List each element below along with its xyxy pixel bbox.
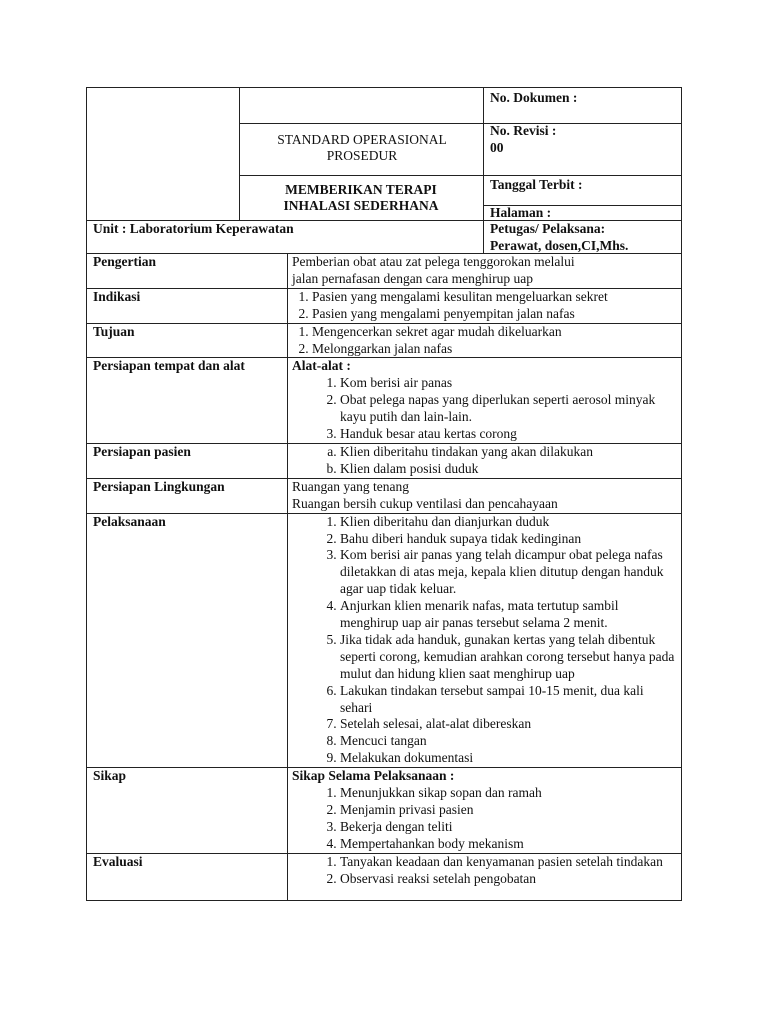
alat-heading: Alat-alat : [292,358,351,374]
pengertian-content [288,254,682,289]
list-item: 4. Mempertahankan body mekanism [340,836,677,853]
list-item: 2. Observasi reaksi setelah pengobatan [340,871,677,888]
indikasi-label: Indikasi [87,288,288,323]
list-item: 5. Jika tidak ada handuk, gunakan kertas yang telah dibentuk seperti corong, kemudian arahkan corong tersebut hanya pada mulut dan hidung klien saat menghirup uap [340,632,677,683]
list-item: 2. Melonggarkan jalan nafas [312,341,677,358]
no-revisi-label: No. Revisi : [490,123,557,138]
sop-document [86,87,682,901]
no-dokumen-label: No. Dokumen : [490,90,578,105]
tujuan-content [288,323,682,358]
persiapan-alat-label: Persiapan tempat dan alat [87,358,288,444]
sikap-heading: Sikap Selama Pelaksanaan : [292,768,455,784]
list-item: 2. Menjamin privasi pasien [340,802,677,819]
list-item: 1. Mengencerkan sekret agar mudah dikeluarkan [312,324,677,341]
unit-label: Unit : Laboratorium Keperawatan [93,221,294,236]
list-item: 1. Klien diberitahu dan dianjurkan duduk [340,514,677,531]
persiapan-pasien-label: Persiapan pasien [87,443,288,478]
list-item: 3. Kom berisi air panas yang telah dicampur obat pelega nafas diletakkan di atas meja, kepala klien ditutup dengan handuk agar uap tidak keluar. [340,547,677,598]
pengertian-label: Pengertian [87,254,288,289]
list-item: 2. Pasien yang mengalami penyempitan jalan nafas [312,306,677,323]
row-tujuan [87,323,682,358]
persiapan-alat-content [288,358,682,444]
list-item: 3. Bekerja dengan teliti [340,819,677,836]
halaman-label: Halaman : [490,205,552,220]
sop-header [86,87,682,254]
lingkungan-line: Ruangan bersih cukup ventilasi dan pencahayaan [292,495,558,511]
list-item: 8. Mencuci tangan [340,733,677,750]
sop-title: STANDARD OPERASIONAL PROSEDUR [277,132,447,163]
petugas-value: Perawat, dosen,CI,Mhs. [490,238,629,253]
persiapan-pasien-content [288,443,682,478]
list-item: 7. Setelah selesai, alat-alat dibereskan [340,716,677,733]
lingkungan-line: Ruangan yang tenang [292,478,409,494]
list-item: b. Klien dalam posisi duduk [340,461,677,478]
row-evaluasi [87,853,682,900]
list-item: 9. Melakukan dokumentasi [340,750,677,767]
sop-body-table [86,253,682,901]
list-item: 1. Pasien yang mengalami kesulitan mengeluarkan sekret [312,289,677,306]
list-item: 2. Bahu diberi handuk supaya tidak kedinginan [340,531,677,548]
persiapan-lingkungan-content [288,478,682,513]
procedure-title: MEMBERIKAN TERAPI INHALASI SEDERHANA [283,182,439,213]
list-item: 3. Handuk besar atau kertas corong [340,426,677,443]
pengertian-line: jalan pernafasan dengan cara menghirup uap [292,270,534,286]
indikasi-content [288,288,682,323]
persiapan-lingkungan-label: Persiapan Lingkungan [87,478,288,513]
list-item: 1. Tanyakan keadaan dan kenyamanan pasien setelah tindakan [340,854,677,871]
row-pengertian [87,254,682,289]
list-item: 2. Obat pelega napas yang diperlukan seperti aerosol minyak kayu putih dan lain-lain. [340,392,677,426]
no-revisi-value: 00 [490,140,504,155]
pengertian-line: Pemberian obat atau zat pelega tenggorokan melalui [292,254,575,269]
row-persiapan-alat [87,358,682,444]
sikap-content [288,768,682,854]
list-item: 4. Anjurkan klien menarik nafas, mata tertutup sambil menghirup uap air panas tersebut selama 2 menit. [340,598,677,632]
row-sikap [87,768,682,854]
tujuan-label: Tujuan [87,323,288,358]
list-item: a. Klien diberitahu tindakan yang akan dilakukan [340,444,677,461]
list-item: 1. Kom berisi air panas [340,375,677,392]
evaluasi-content [288,853,682,900]
row-pelaksanaan [87,513,682,768]
pelaksanaan-content [288,513,682,768]
list-item: 6. Lakukan tindakan tersebut sampai 10-15 menit, dua kali sehari [340,683,677,717]
row-persiapan-lingkungan [87,478,682,513]
row-indikasi [87,288,682,323]
evaluasi-label: Evaluasi [87,853,288,900]
list-item: 1. Menunjukkan sikap sopan dan ramah [340,785,677,802]
pelaksanaan-label: Pelaksanaan [87,513,288,768]
row-persiapan-pasien [87,443,682,478]
tanggal-terbit-label: Tanggal Terbit : [490,177,583,192]
sikap-label: Sikap [87,768,288,854]
petugas-label: Petugas/ Pelaksana: [490,221,606,236]
